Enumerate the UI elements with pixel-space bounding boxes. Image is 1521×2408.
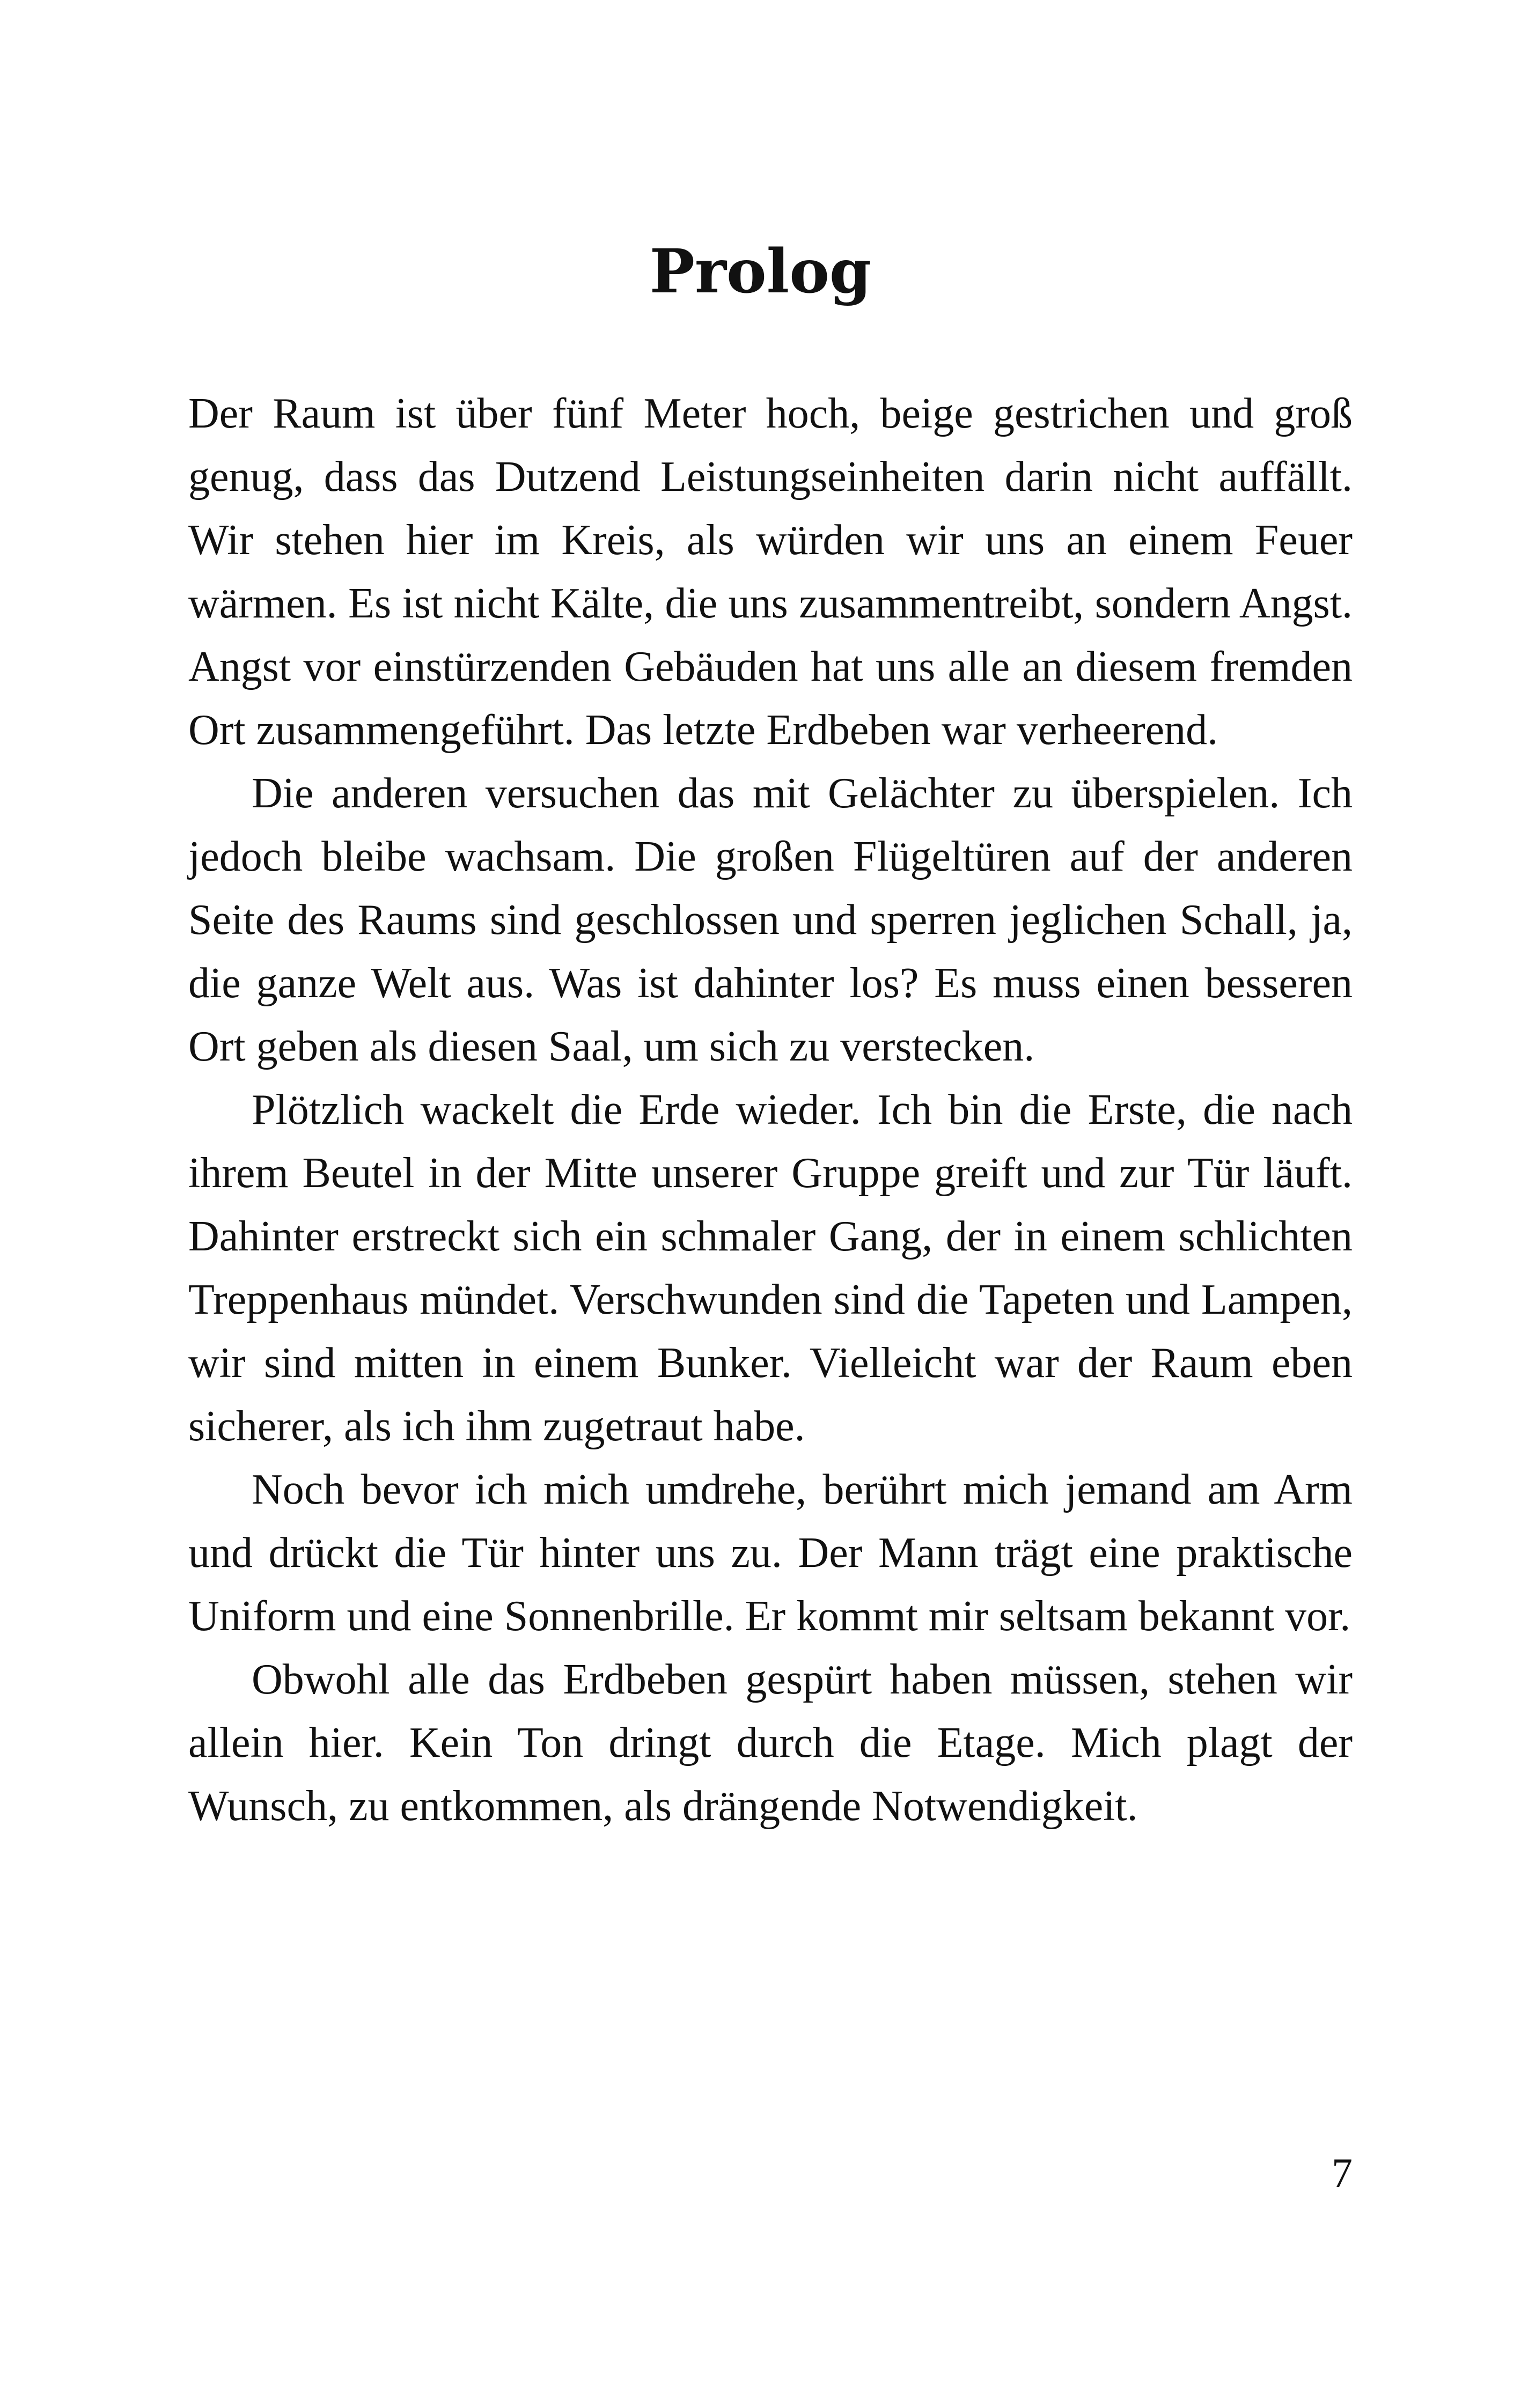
paragraph: Noch bevor ich mich umdrehe, berührt mich jemand am Arm und drückt die Tür hinter uns zu. Der Mann trägt eine praktische Uniform und eine Sonnenbrille. Er kommt mir seltsam bekannt vor. — [188, 1466, 1353, 1640]
paragraph: Obwohl alle das Erdbeben gespürt haben müssen, stehen wir allein hier. Kein Ton dringt durch die Etage. Mich plagt der Wunsch, zu entkommen, als drängende Notwendigkeit. — [188, 1656, 1353, 1830]
chapter-title: Prolog — [649, 237, 872, 307]
paragraph: Der Raum ist über fünf Meter hoch, beige gestrichen und groß genug, dass das Dutzend Leistungseinheiten darin nicht auffällt. Wir stehen hier im Kreis, als würden wir uns an einem Feuer wärmen. Es ist nicht Kälte, die uns zusammentreibt, sondern Angst. Angst vor einstürzenden Gebäuden hat uns alle an diesem fremden Ort zusammengeführt. Das letzte Erdbeben war verheerend. — [188, 390, 1353, 754]
paragraph: Die anderen versuchen das mit Gelächter zu überspielen. Ich jedoch bleibe wachsam. Die großen Flügeltüren auf der anderen Seite des Raums sind geschlossen und sperren jeglichen Schall, ja, die ganze Welt aus. Was ist dahinter los? Es muss einen besseren Ort geben als diesen Saal, um sich zu verstecken. — [188, 770, 1353, 1070]
body-text — [188, 382, 1353, 1838]
paragraph: Plötzlich wackelt die Erde wieder. Ich bin die Erste, die nach ihrem Beutel in der Mitte unserer Gruppe greift und zur Tür läuft. Dahinter erstreckt sich ein schmaler Gang, der in einem schlichten Treppenhaus mündet. Verschwunden sind die Tapeten und Lampen, wir sind mitten in einem Bunker. Vielleicht war der Raum eben sicherer, als ich ihm zugetraut habe. — [188, 1086, 1353, 1450]
page-number: 7 — [1332, 2149, 1353, 2196]
